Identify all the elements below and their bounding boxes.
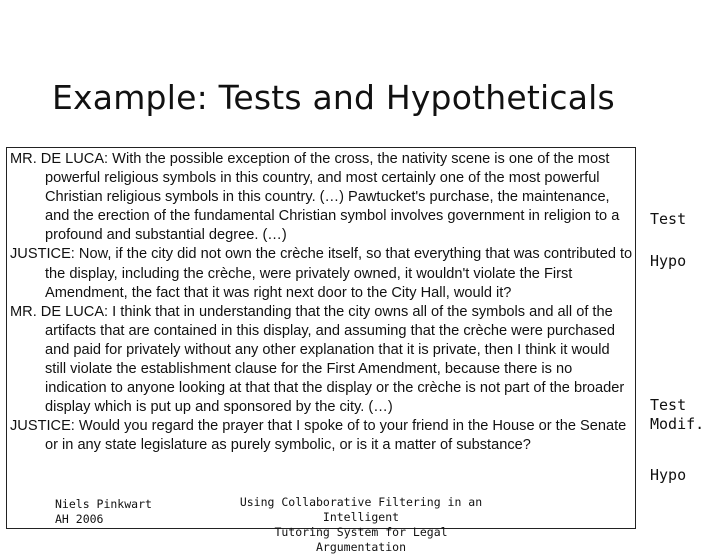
utterance-text: I think that in understanding that the city owns all of the symbols and all of the artifacts that are contained in this display, and assuming that the crèche were purchased and paid for privately without any other explanation that it is private, then I think it would still violate the establishment clause for the First Amendment, because there is no indication to anyone looking at that that the display or the crèche is not part of the broader display which is put up and sponsored by the city. (…)	[45, 303, 625, 416]
transcript-paragraph	[10, 245, 634, 302]
footer-talk-title	[226, 495, 496, 555]
footer-title-line-1: Using Collaborative Filtering in an Intelligent	[239, 495, 483, 524]
footer-author-block	[55, 497, 152, 527]
annotation-test-modif-line-1: Test	[650, 396, 687, 414]
transcript	[10, 150, 634, 456]
footer-title-line-2: Tutoring System for Legal Argumentation	[274, 525, 448, 554]
annotation-test: Test	[650, 210, 687, 228]
footer-author: Niels Pinkwart	[55, 497, 152, 511]
slide-title: Example: Tests and Hypotheticals	[52, 78, 615, 117]
speaker-label: JUSTICE:	[10, 246, 75, 263]
transcript-box	[6, 147, 636, 529]
annotation-test-modif	[650, 396, 704, 434]
transcript-paragraph	[10, 150, 634, 245]
speaker-label: MR. DE LUCA:	[10, 151, 109, 167]
footer-venue: AH 2006	[55, 512, 104, 526]
utterance-text: Now, if the city did not own the crèche itself, so that everything that was contributed to the display, including the crèche, were privately owned, it wouldn't violate the First Amendment, the fact that it was right next door to the City Hall, would it?	[45, 246, 633, 301]
annotation-hypo: Hypo	[650, 466, 687, 484]
transcript-paragraph	[10, 417, 634, 455]
speaker-label: MR. DE LUCA:	[10, 303, 109, 320]
transcript-paragraph	[10, 303, 634, 418]
annotation-hypo: Hypo	[650, 252, 687, 270]
utterance-text: With the possible exception of the cross, the nativity scene is one of the most powerful religious symbols in this country, and most certainly one of the most powerful Christian religious symbols in this country. (…) Pawtucket's purchase, the maintenance, and the erection of the fundamental Christian symbol involves government in religion to a profound and substantial degree. (…)	[45, 151, 620, 244]
annotation-test-modif-line-2: Modif.	[650, 415, 705, 433]
utterance-text: Would you regard the prayer that I spoke of to your friend in the House or the Senate or in any state legislature as purely symbolic, or is it a matter of substance?	[45, 418, 627, 454]
speaker-label: JUSTICE:	[10, 418, 75, 435]
